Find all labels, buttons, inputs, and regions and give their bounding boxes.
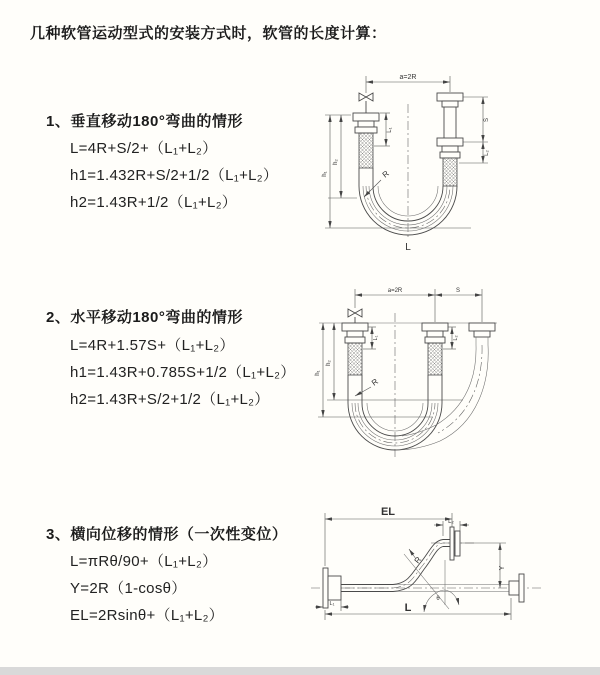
dim-label-r: R [412, 555, 424, 566]
section-2-heading: 2、水平移动180°弯曲的情形 [46, 309, 243, 326]
section-3-formula-2: Y=2R（1-cosθ） [70, 580, 187, 597]
dim-label-l1: L₁ [387, 127, 393, 133]
section-2-formula-1: L=4R+1.57S+（L₁+L₂） [70, 337, 235, 354]
dim-label-s: S [484, 117, 490, 123]
dim-label-r: R [369, 376, 380, 388]
radius-leader [364, 169, 391, 197]
right-fitting [437, 93, 463, 186]
dim-label-a2r: a=2R [399, 74, 417, 81]
dim-label-h2: h₂ [333, 159, 339, 165]
section-3-formula-3: EL=2Rsinθ+（L₁+L₂） [70, 607, 224, 624]
dim-label-l1: L₁ [373, 335, 379, 341]
hose-displaced-position [341, 540, 450, 592]
section-1-formula-2: h1=1.432R+S/2+1/2（L₁+L₂） [70, 167, 279, 184]
dim-label-l2: L₂ [453, 335, 459, 341]
diagram-horizontal-180-bend [305, 283, 590, 475]
diagram-lateral-displacement [303, 502, 600, 657]
braided-hose-section [348, 343, 362, 375]
dimension-h2 [328, 115, 357, 198]
section-2-formula-2: h1=1.43R+0.785S+1/2（L₁+L₂） [70, 364, 296, 381]
dim-label-el: EL [380, 506, 396, 518]
dim-label-l2: L₂ [448, 519, 454, 525]
section-3-heading: 3、横向位移的情形（一次性变位） [46, 526, 288, 543]
dim-label-h1: h₁ [315, 370, 321, 376]
section-1-formula-3: h2=1.43R+1/2（L₁+L₂） [70, 194, 238, 211]
valve-icon [359, 93, 373, 113]
dimension-l2 [459, 142, 490, 163]
dimension-s [435, 288, 482, 322]
section-1-formula-1: L=4R+S/2+（L₁+L₂） [70, 140, 218, 157]
section-3-formula-1: L=πRθ/90+（L₁+L₂） [70, 553, 218, 570]
page-edge [0, 667, 600, 675]
diagram-vertical-180-bend [303, 66, 543, 266]
section-2-formula-3: h2=1.43R+S/2+1/2（L₁+L₂） [70, 391, 270, 408]
displaced-flange [431, 527, 475, 560]
braided-hose-section [428, 343, 442, 375]
dim-label-h2: h₂ [326, 360, 332, 366]
dim-label-s: S [455, 288, 461, 294]
dim-label-y: Y [499, 565, 506, 571]
left-fitting [353, 113, 379, 168]
braided-hose-section [443, 158, 457, 186]
dim-label-theta: θ [436, 596, 440, 602]
dimension-l1 [315, 600, 349, 611]
dim-label-a2r: a=2R [387, 288, 403, 294]
page-title: 几种软管运动型式的安装方式时，软管的长度计算： [30, 25, 387, 42]
dim-label-l: L [404, 602, 412, 614]
dim-label-l2: L₂ [484, 150, 490, 156]
dim-label-h1: h₁ [322, 171, 328, 177]
dim-label-l: L [405, 242, 411, 253]
dimension-a2r [366, 74, 450, 93]
section-1-heading: 1、垂直移动180°弯曲的情形 [46, 113, 243, 130]
valve-icon [348, 309, 362, 323]
dimension-s [463, 97, 490, 142]
original-flange [509, 574, 524, 602]
dim-label-r: R [380, 168, 391, 180]
dim-label-l1: L₁ [329, 601, 335, 607]
dimension-l [325, 598, 511, 620]
angle-construction [404, 554, 459, 612]
dimension-y [461, 543, 506, 588]
right-fitting [469, 323, 495, 345]
braided-hose-section [359, 133, 373, 168]
radius-leader [355, 377, 380, 396]
